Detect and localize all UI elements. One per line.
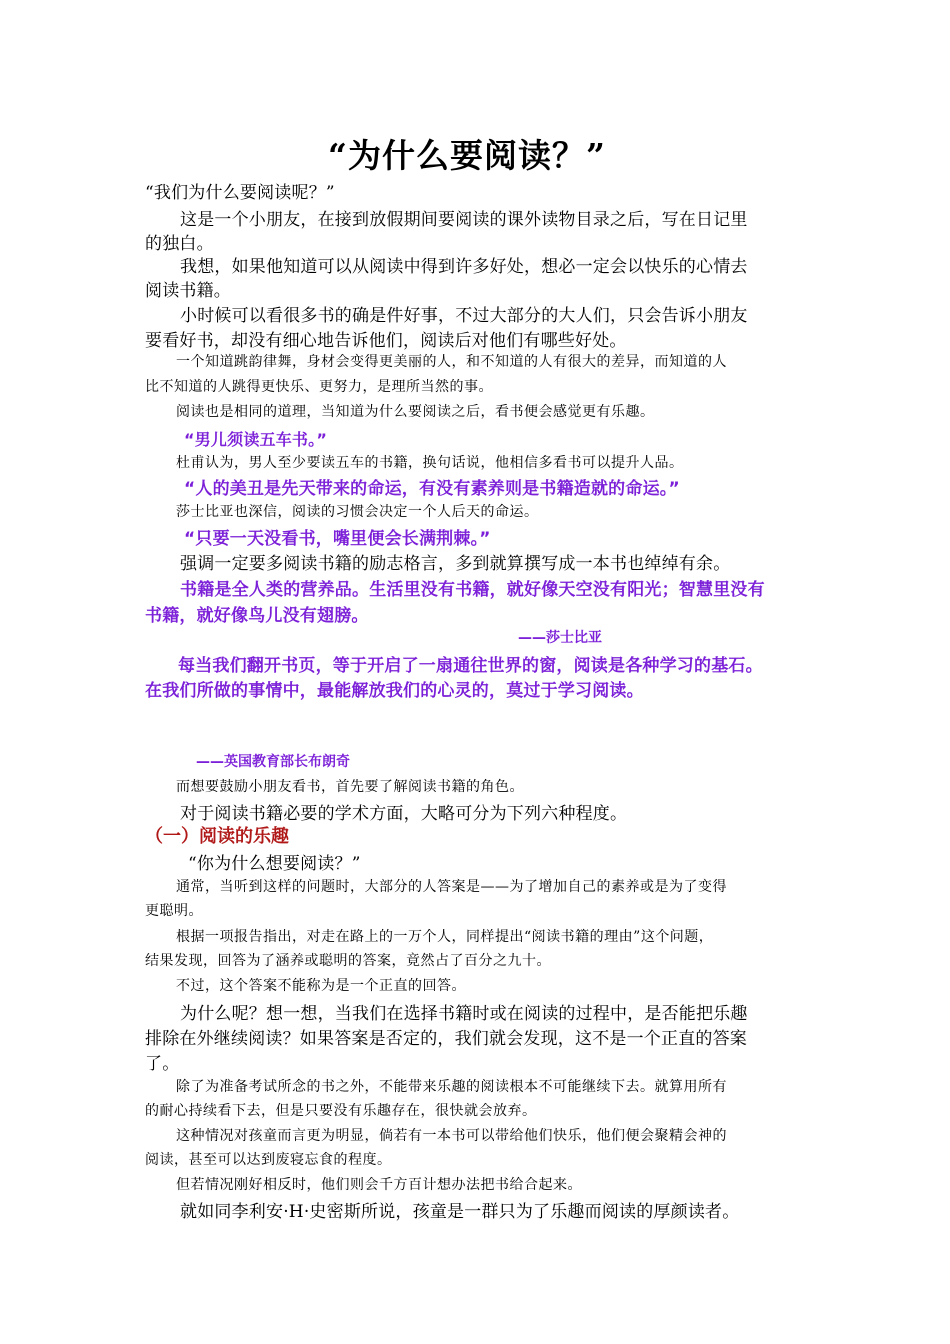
paragraph-line: 根据一项报告指出，对走在路上的一万个人，同样提出“阅读书籍的理由”这个问题， [176, 929, 714, 945]
page-title: “为什么要阅读？” [328, 136, 606, 175]
quote-line: “人的美丑是先天带来的命运，有没有素养则是书籍造就的命运。” [184, 479, 680, 499]
paragraph-line: 但若情况刚好相反时，他们则会千方百计想办法把书给合起来。 [176, 1177, 582, 1193]
paragraph-line: 了。 [145, 1054, 180, 1074]
paragraph-line: 要看好书，却没有细心地告诉他们，阅读后对他们有哪些好处。 [145, 331, 627, 351]
paragraph-line: 小时候可以看很多书的确是件好事，不过大部分的大人们，只会告诉小朋友 [180, 306, 748, 326]
paragraph-line: 为什么呢？想一想，当我们在选择书籍时或在阅读的过程中，是否能把乐趣 [180, 1004, 748, 1024]
paragraph-line: 阅读，甚至可以达到废寝忘食的程度。 [145, 1152, 392, 1168]
quote-line: 在我们所做的事情中，最能解放我们的心灵的，莫过于学习阅读。 [145, 681, 644, 701]
paragraph-line: 除了为准备考试所念的书之外，不能带来乐趣的阅读根本不可能继续下去。就算用所有 [176, 1079, 727, 1095]
paragraph-line: 不过，这个答案不能称为是一个正直的回答。 [176, 978, 466, 994]
paragraph-line: 通常，当听到这样的问题时，大部分的人答案是——为了增加自己的素养或是为了变得 [176, 879, 727, 895]
paragraph-line: 这是一个小朋友，在接到放假期间要阅读的课外读物目录之后，写在日记里 [180, 210, 748, 230]
quote-attribution: ——莎士比亚 [518, 630, 602, 646]
quote-attribution: ——英国教育部长布朗奇 [196, 754, 350, 770]
paragraph-line: 就如同李利安·H·史密斯所说，孩童是一群只为了乐趣而阅读的厚颜读者。 [180, 1202, 740, 1222]
paragraph-line: 我想，如果他知道可以从阅读中得到许多好处，想必一定会以快乐的心情去 [180, 257, 748, 277]
paragraph-line: 排除在外继续阅读？如果答案是否定的，我们就会发现，这不是一个正直的答案 [145, 1029, 747, 1049]
paragraph-line: 阅读也是相同的道理，当知道为什么要阅读之后，看书便会感觉更有乐趣。 [176, 404, 655, 420]
paragraph-line: 更聪明。 [145, 903, 203, 919]
paragraph-line: 而想要鼓励小朋友看书，首先要了解阅读书籍的角色。 [176, 779, 524, 795]
paragraph-line: 阅读书籍。 [145, 281, 231, 301]
paragraph-line: 一个知道跳韵律舞，身材会变得更美丽的人，和不知道的人有很大的差异，而知道的人 [176, 354, 727, 370]
paragraph-line: “你为什么想要阅读？” [188, 854, 361, 874]
paragraph-line: 杜甫认为，男人至少要读五车的书籍，换句话说，他相信多看书可以提升人品。 [176, 455, 684, 471]
paragraph-line: 结果发现，回答为了涵养或聪明的答案，竟然占了百分之九十。 [145, 953, 551, 969]
paragraph-line: 的耐心持续看下去，但是只要没有乐趣存在，很快就会放弃。 [145, 1103, 537, 1119]
quote-line: 每当我们翻开书页，等于开启了一扇通往世界的窗，阅读是各种学习的基石。 [178, 656, 763, 676]
quote-line: 书籍是全人类的营养品。生活里没有书籍，就好像天空没有阳光；智慧里没有 [180, 580, 765, 600]
quote-line: “只要一天没看书，嘴里便会长满荆棘。” [184, 529, 491, 549]
paragraph-line: 对于阅读书籍必要的学术方面，大略可分为下列六种程度。 [180, 804, 628, 824]
paragraph-line: 莎士比亚也深信，阅读的习惯会决定一个人后天的命运。 [176, 504, 539, 520]
section-heading: （一）阅读的乐趣 [145, 826, 289, 847]
paragraph-line: 这种情况对孩童而言更为明显，倘若有一本书可以带给他们快乐，他们便会聚精会神的 [176, 1128, 727, 1144]
paragraph-line: 强调一定要多阅读书籍的励志格言，多到就算撰写成一本书也绰绰有余。 [180, 554, 731, 574]
quote-line: “男儿须读五车书。” [184, 430, 328, 449]
quote-line: 书籍，就好像鸟儿没有翅膀。 [145, 606, 369, 626]
paragraph-line: 的独白。 [145, 234, 214, 254]
paragraph-line: “我们为什么要阅读呢？” [145, 183, 335, 203]
paragraph-line: 比不知道的人跳得更快乐、更努力，是理所当然的事。 [145, 379, 493, 395]
